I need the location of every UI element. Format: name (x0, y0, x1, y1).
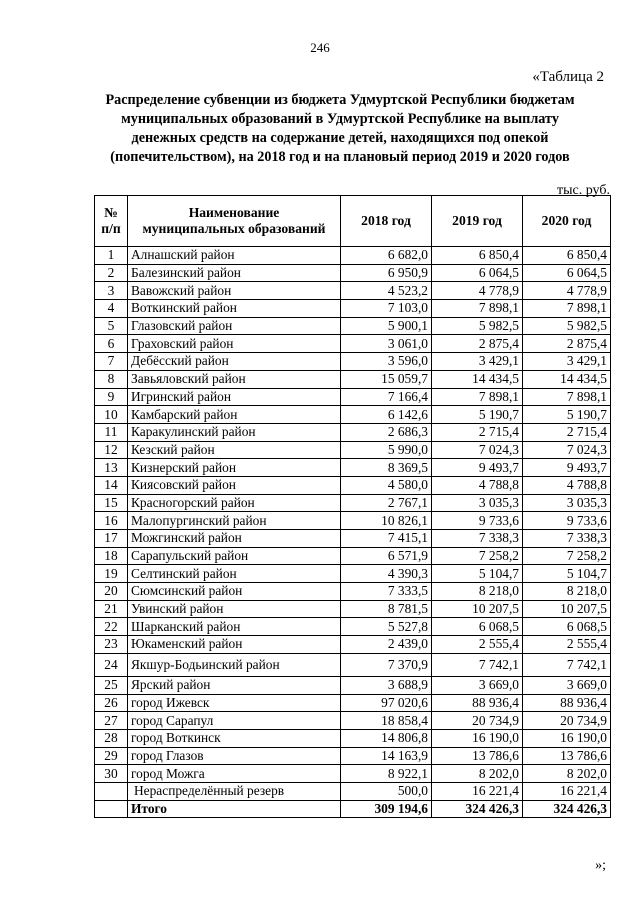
row-name: Селтинский район (128, 565, 341, 583)
row-num: 8 (95, 370, 128, 388)
row-2020: 16 190,0 (523, 729, 611, 747)
table-body (95, 247, 611, 818)
header-name-line1: Наименование (188, 205, 280, 220)
table-row (95, 247, 611, 265)
row-2018: 5 900,1 (341, 317, 432, 335)
row-name: Увинский район (128, 600, 341, 618)
row-num: 30 (95, 765, 128, 783)
row-num: 12 (95, 441, 128, 459)
table-row (95, 747, 611, 765)
total-row (95, 800, 611, 818)
subvention-table (94, 195, 611, 818)
row-name: Игринский район (128, 388, 341, 406)
page-number: 246 (310, 40, 330, 55)
reserve-2019: 16 221,4 (432, 782, 523, 800)
row-2020: 9 493,7 (523, 459, 611, 477)
row-name: Кизнерский район (128, 459, 341, 477)
row-2020: 13 786,6 (523, 747, 611, 765)
row-2018: 4 390,3 (341, 565, 432, 583)
row-2019: 13 786,6 (432, 747, 523, 765)
row-num: 1 (95, 247, 128, 265)
row-2019: 3 035,3 (432, 494, 523, 512)
row-num: 20 (95, 583, 128, 601)
row-name: Сарапульский район (128, 547, 341, 565)
header-name-line2: муниципальных образований (142, 221, 326, 236)
row-num: 16 (95, 512, 128, 530)
row-2020: 7 742,1 (523, 653, 611, 676)
row-name: Сюмсинский район (128, 583, 341, 601)
table-row (95, 300, 611, 318)
row-2020: 2 875,4 (523, 335, 611, 353)
row-num: 9 (95, 388, 128, 406)
table-row (95, 441, 611, 459)
row-num: 3 (95, 282, 128, 300)
row-num: 15 (95, 494, 128, 512)
row-2020: 14 434,5 (523, 370, 611, 388)
row-2019: 88 936,4 (432, 694, 523, 712)
row-2019: 14 434,5 (432, 370, 523, 388)
table-row (95, 729, 611, 747)
row-2019: 8 218,0 (432, 583, 523, 601)
row-name: Балезинский район (128, 264, 341, 282)
row-2020: 7 898,1 (523, 300, 611, 318)
table-row (95, 583, 611, 601)
row-name: Шарканский район (128, 618, 341, 636)
total-2019: 324 426,3 (432, 800, 523, 818)
row-2019: 6 068,5 (432, 618, 523, 636)
table-row (95, 264, 611, 282)
title-line: Распределение субвенции из бюджета Удмуртской Республики бюджетам (105, 92, 575, 108)
row-2018: 8 781,5 (341, 600, 432, 618)
row-2019: 4 778,9 (432, 282, 523, 300)
row-name: Дебёсский район (128, 353, 341, 371)
row-2020: 5 104,7 (523, 565, 611, 583)
reserve-name: Нераспределённый резерв (128, 782, 341, 800)
title-line: муниципальных образований в Удмуртской Республике на выплату (121, 111, 559, 127)
header-2019: 2019 год (432, 196, 523, 247)
row-num: 26 (95, 694, 128, 712)
row-num: 2 (95, 264, 128, 282)
row-2018: 10 826,1 (341, 512, 432, 530)
row-num: 27 (95, 712, 128, 730)
row-name: Ярский район (128, 676, 341, 694)
row-2019: 6 850,4 (432, 247, 523, 265)
row-2019: 8 202,0 (432, 765, 523, 783)
table-row (95, 636, 611, 654)
total-2020: 324 426,3 (523, 800, 611, 818)
row-num: 19 (95, 565, 128, 583)
row-name: город Сарапул (128, 712, 341, 730)
row-2020: 6 064,5 (523, 264, 611, 282)
row-2018: 5 990,0 (341, 441, 432, 459)
row-2018: 8 369,5 (341, 459, 432, 477)
row-2020: 5 982,5 (523, 317, 611, 335)
reserve-num (95, 782, 128, 800)
row-num: 25 (95, 676, 128, 694)
row-name: Юкаменский район (128, 636, 341, 654)
table-row (95, 423, 611, 441)
row-2020: 8 218,0 (523, 583, 611, 601)
row-name: город Можга (128, 765, 341, 783)
row-2019: 7 898,1 (432, 300, 523, 318)
document-title (70, 91, 610, 167)
header-num-line1: № (104, 205, 118, 220)
row-2019: 7 024,3 (432, 441, 523, 459)
row-2019: 3 669,0 (432, 676, 523, 694)
table-label: «Таблица 2 (532, 69, 604, 85)
row-2019: 5 190,7 (432, 406, 523, 424)
row-2020: 3 035,3 (523, 494, 611, 512)
row-name: Глазовский район (128, 317, 341, 335)
row-2018: 6 682,0 (341, 247, 432, 265)
row-num: 21 (95, 600, 128, 618)
table-row (95, 676, 611, 694)
table-row (95, 370, 611, 388)
header-2018: 2018 год (341, 196, 432, 247)
row-2018: 14 163,9 (341, 747, 432, 765)
row-num: 10 (95, 406, 128, 424)
table-row (95, 765, 611, 783)
row-2020: 6 068,5 (523, 618, 611, 636)
reserve-2018: 500,0 (341, 782, 432, 800)
row-num: 17 (95, 530, 128, 548)
title-line: (попечительством), на 2018 год и на плановый период 2019 и 2020 годов (110, 149, 570, 165)
row-2018: 97 020,6 (341, 694, 432, 712)
reserve-row (95, 782, 611, 800)
row-num: 29 (95, 747, 128, 765)
row-2018: 6 142,6 (341, 406, 432, 424)
row-num: 4 (95, 300, 128, 318)
row-name: Якшур-Бодьинский район (128, 653, 341, 676)
row-name: Алнашский район (128, 247, 341, 265)
row-2019: 7 338,3 (432, 530, 523, 548)
row-2018: 3 061,0 (341, 335, 432, 353)
reserve-2020: 16 221,4 (523, 782, 611, 800)
row-name: Каракулинский район (128, 423, 341, 441)
row-2020: 88 936,4 (523, 694, 611, 712)
row-name: Малопургинский район (128, 512, 341, 530)
row-2019: 7 898,1 (432, 388, 523, 406)
row-name: Граховский район (128, 335, 341, 353)
row-2020: 2 715,4 (523, 423, 611, 441)
total-num (95, 800, 128, 818)
header-num-line2: п/п (101, 221, 121, 236)
row-2020: 3 669,0 (523, 676, 611, 694)
table-row (95, 459, 611, 477)
row-2019: 10 207,5 (432, 600, 523, 618)
table-row (95, 565, 611, 583)
row-2019: 6 064,5 (432, 264, 523, 282)
row-2018: 6 571,9 (341, 547, 432, 565)
row-2018: 3 596,0 (341, 353, 432, 371)
row-2018: 7 415,1 (341, 530, 432, 548)
row-2020: 7 024,3 (523, 441, 611, 459)
row-2018: 2 439,0 (341, 636, 432, 654)
table-row (95, 282, 611, 300)
row-name: Кезский район (128, 441, 341, 459)
row-2018: 15 059,7 (341, 370, 432, 388)
row-2019: 7 258,2 (432, 547, 523, 565)
table-row (95, 530, 611, 548)
row-name: Киясовский район (128, 476, 341, 494)
row-2018: 6 950,9 (341, 264, 432, 282)
row-num: 23 (95, 636, 128, 654)
row-2020: 5 190,7 (523, 406, 611, 424)
row-num: 5 (95, 317, 128, 335)
row-2020: 20 734,9 (523, 712, 611, 730)
row-2018: 7 370,9 (341, 653, 432, 676)
row-2020: 9 733,6 (523, 512, 611, 530)
table-row (95, 712, 611, 730)
table-row (95, 476, 611, 494)
row-2020: 2 555,4 (523, 636, 611, 654)
header-name (128, 196, 341, 247)
row-name: Красногорский район (128, 494, 341, 512)
row-2019: 2 875,4 (432, 335, 523, 353)
row-num: 18 (95, 547, 128, 565)
row-2019: 9 493,7 (432, 459, 523, 477)
row-name: Можгинский район (128, 530, 341, 548)
row-2018: 2 686,3 (341, 423, 432, 441)
table-row (95, 618, 611, 636)
header-num (95, 196, 128, 247)
unit-label: тыс. руб. (557, 183, 610, 198)
closing-quote: »; (595, 858, 606, 873)
table-row (95, 335, 611, 353)
row-name: город Ижевск (128, 694, 341, 712)
row-name: город Воткинск (128, 729, 341, 747)
row-2018: 18 858,4 (341, 712, 432, 730)
row-2019: 7 742,1 (432, 653, 523, 676)
row-2020: 8 202,0 (523, 765, 611, 783)
row-2019: 16 190,0 (432, 729, 523, 747)
row-2020: 3 429,1 (523, 353, 611, 371)
row-num: 14 (95, 476, 128, 494)
row-2020: 10 207,5 (523, 600, 611, 618)
row-name: Завьяловский район (128, 370, 341, 388)
row-2020: 7 338,3 (523, 530, 611, 548)
row-num: 6 (95, 335, 128, 353)
table-row (95, 653, 611, 676)
table-row (95, 600, 611, 618)
row-2020: 4 788,8 (523, 476, 611, 494)
row-2020: 7 898,1 (523, 388, 611, 406)
row-2019: 20 734,9 (432, 712, 523, 730)
row-2018: 2 767,1 (341, 494, 432, 512)
row-2020: 7 258,2 (523, 547, 611, 565)
title-line: денежных средств на содержание детей, находящихся под опекой (131, 130, 549, 146)
row-2019: 5 104,7 (432, 565, 523, 583)
row-num: 7 (95, 353, 128, 371)
row-2018: 4 580,0 (341, 476, 432, 494)
row-2019: 2 555,4 (432, 636, 523, 654)
row-2019: 2 715,4 (432, 423, 523, 441)
row-2018: 4 523,2 (341, 282, 432, 300)
row-num: 11 (95, 423, 128, 441)
row-2020: 6 850,4 (523, 247, 611, 265)
row-2018: 7 166,4 (341, 388, 432, 406)
row-name: Камбарский район (128, 406, 341, 424)
total-name: Итого (128, 800, 341, 818)
row-name: город Глазов (128, 747, 341, 765)
row-num: 13 (95, 459, 128, 477)
table-row (95, 694, 611, 712)
row-2019: 9 733,6 (432, 512, 523, 530)
row-2018: 7 103,0 (341, 300, 432, 318)
row-2018: 7 333,5 (341, 583, 432, 601)
table-row (95, 317, 611, 335)
table-row (95, 494, 611, 512)
row-num: 22 (95, 618, 128, 636)
table-row (95, 388, 611, 406)
row-2019: 4 788,8 (432, 476, 523, 494)
table-header (95, 196, 611, 247)
row-2018: 8 922,1 (341, 765, 432, 783)
row-2018: 5 527,8 (341, 618, 432, 636)
row-name: Вавожский район (128, 282, 341, 300)
row-2020: 4 778,9 (523, 282, 611, 300)
row-2019: 3 429,1 (432, 353, 523, 371)
table-row (95, 353, 611, 371)
table-row (95, 406, 611, 424)
row-2018: 14 806,8 (341, 729, 432, 747)
row-num: 24 (95, 653, 128, 676)
header-2020: 2020 год (523, 196, 611, 247)
total-2018: 309 194,6 (341, 800, 432, 818)
table-row (95, 547, 611, 565)
row-2018: 3 688,9 (341, 676, 432, 694)
row-name: Воткинский район (128, 300, 341, 318)
row-2019: 5 982,5 (432, 317, 523, 335)
table-row (95, 512, 611, 530)
row-num: 28 (95, 729, 128, 747)
